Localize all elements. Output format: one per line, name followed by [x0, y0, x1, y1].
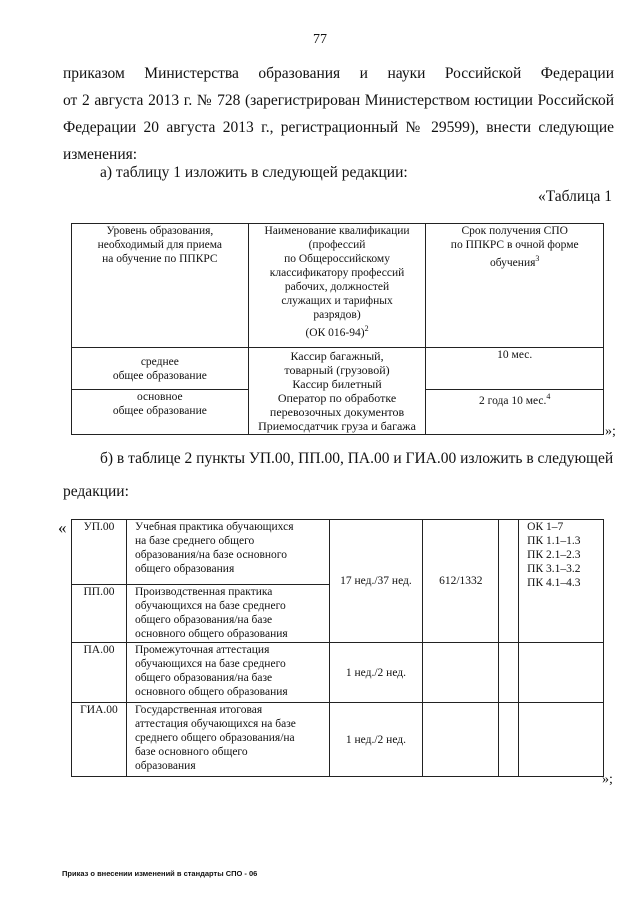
header-text: Наименование квалификации — [264, 225, 410, 237]
code-text: УП.00 — [83, 521, 115, 533]
table2-empty-cell — [499, 520, 519, 643]
code-text: ПП.00 — [83, 586, 115, 598]
table1-header-duration — [426, 224, 604, 348]
item-b-continuation: редакции: — [63, 483, 129, 500]
weeks-text: 1 нед./2 нед. — [345, 733, 407, 746]
table-2 — [71, 519, 604, 777]
level-text: основное — [137, 391, 183, 403]
desc-text: Государственная итоговая — [134, 704, 263, 716]
desc-text: обучающихся на базе среднего — [134, 600, 286, 612]
table2-row — [72, 703, 604, 777]
table2-desc-cell — [126, 703, 329, 777]
table1-duration-cell — [426, 390, 604, 435]
header-text: служащих и тарифных — [281, 295, 393, 307]
desc-text: базе основного общего — [134, 746, 248, 758]
desc-text: среднего общего образования/на — [134, 732, 295, 744]
desc-text: обучающихся на базе среднего — [134, 658, 286, 670]
page-footer: Приказ о внесении изменений в стандарты СПО - 06 — [62, 869, 258, 878]
table2-empty-cell — [499, 643, 519, 703]
duration-text: 2 года 10 мес. — [479, 394, 547, 407]
desc-text: образования/на базе основного — [134, 549, 287, 561]
table2-empty-cell — [519, 643, 604, 703]
table1-qualification-cell — [248, 348, 426, 435]
header-text: классификатору профессий — [269, 267, 405, 279]
competency-text: ПК 2.1–2.3 — [527, 549, 581, 561]
intro-paragraph — [63, 60, 614, 168]
qualification-text: Кассир билетный — [292, 377, 382, 391]
intro-line: от 2 августа 2013 г. № 728 (зарегистрирован Министерством юстиции Российской — [63, 92, 614, 109]
desc-text: основного общего образования — [134, 686, 288, 698]
code-text: ГИА.00 — [80, 704, 118, 716]
footnote-mark: 2 — [364, 324, 369, 333]
page-number: 77 — [313, 32, 327, 47]
closing-quote: »; — [605, 424, 616, 439]
table2-code-cell — [72, 520, 127, 585]
table2-code-cell — [72, 643, 127, 703]
hours-text: 612/1332 — [439, 575, 483, 587]
closing-quote: »; — [602, 772, 613, 787]
footnote-mark: 3 — [535, 254, 540, 263]
header-text: (профессий — [308, 239, 366, 251]
weeks-text: 17 нед./37 нед. — [340, 575, 412, 587]
table2-empty-cell — [423, 703, 499, 777]
desc-text: Учебная практика обучающихся — [134, 521, 294, 533]
competency-text: ПК 1.1–1.3 — [527, 535, 581, 547]
table2-empty-cell — [423, 643, 499, 703]
table2-hours-cell — [423, 520, 499, 643]
opening-quote: « — [58, 518, 67, 537]
table2-competencies-cell — [519, 520, 604, 643]
table2-row — [72, 643, 604, 703]
table1-header-qualification — [248, 224, 426, 348]
desc-text: на базе среднего общего — [134, 535, 255, 547]
table2-code-cell — [72, 585, 127, 643]
intro-line: Федерации 20 августа 2013 г., регистрационный № 29599), внести следующие — [63, 119, 614, 136]
table1-header-level — [72, 224, 249, 348]
level-text: общее образование — [112, 369, 207, 382]
header-text: необходимый для приема — [97, 239, 223, 251]
table2-empty-cell — [499, 703, 519, 777]
level-text: общее образование — [112, 405, 207, 417]
header-text: по ППКРС в очной форме — [450, 239, 579, 251]
table1-caption: «Таблица 1 — [537, 188, 612, 205]
header-text: Срок получения СПО — [461, 225, 568, 237]
qualification-text: товарный (грузовой) — [284, 363, 390, 377]
header-text: рабочих, должностей — [284, 281, 390, 293]
competency-text: ОК 1–7 — [527, 521, 564, 533]
table2-weeks-cell — [329, 643, 423, 703]
qualification-text: Оператор по обработке — [277, 391, 397, 405]
header-text: на обучение по ППКРС — [102, 253, 218, 265]
table-1 — [71, 223, 604, 435]
desc-text: основного общего образования — [134, 628, 288, 640]
header-text — [428, 252, 601, 270]
header-text: по Общероссийскому — [284, 253, 390, 265]
qualification-text: Кассир багажный, — [290, 349, 384, 363]
level-text: среднее — [140, 355, 179, 368]
qualification-text: перевозочных документов — [269, 405, 405, 419]
code-text: ПА.00 — [83, 644, 115, 656]
header-text: Уровень образования, — [106, 225, 214, 237]
desc-text: общего образования/на базе — [134, 614, 273, 626]
table1-header-row — [72, 224, 604, 348]
desc-text: образования — [134, 760, 196, 772]
item-b-text: б) в таблице 2 пункты УП.00, ПП.00, ПА.00 и ГИА.00 изложить в следующей — [100, 450, 614, 467]
footnote-mark: 4 — [546, 392, 551, 401]
desc-text: аттестация обучающихся на базе — [134, 718, 296, 730]
weeks-text: 1 нед./2 нед. — [345, 666, 407, 679]
table2-empty-cell — [519, 703, 604, 777]
table2-desc-cell — [126, 585, 329, 643]
header-text — [251, 322, 424, 340]
table1-level-cell — [72, 348, 249, 390]
competency-text: ПК 3.1–3.2 — [527, 563, 581, 575]
desc-text: Производственная практика — [134, 586, 273, 598]
table2-weeks-cell — [329, 520, 423, 643]
qualification-text: Приемосдатчик груза и багажа — [258, 419, 416, 433]
desc-text: общего образования/на базе — [134, 672, 273, 684]
desc-text: общего образования — [134, 563, 235, 575]
table2-weeks-cell — [329, 703, 423, 777]
item-a-text: а) таблицу 1 изложить в следующей редакции: — [100, 164, 408, 181]
header-text: (ОК 016-94) — [305, 326, 365, 339]
intro-line: приказом Министерства образования и науки Российской Федерации — [63, 65, 614, 82]
table2-code-cell — [72, 703, 127, 777]
intro-line: изменения: — [63, 146, 138, 163]
desc-text: Промежуточная аттестация — [134, 644, 270, 656]
table2-desc-cell — [126, 643, 329, 703]
table1-duration-cell — [426, 348, 604, 390]
table1-row — [72, 348, 604, 390]
table1-level-cell — [72, 390, 249, 435]
competency-text: ПК 4.1–4.3 — [527, 577, 581, 589]
header-text: разрядов) — [313, 309, 361, 321]
header-text: обучения — [489, 256, 536, 269]
duration-text: 10 мес. — [497, 349, 533, 361]
table2-desc-cell — [126, 520, 329, 585]
table2-row — [72, 520, 604, 585]
